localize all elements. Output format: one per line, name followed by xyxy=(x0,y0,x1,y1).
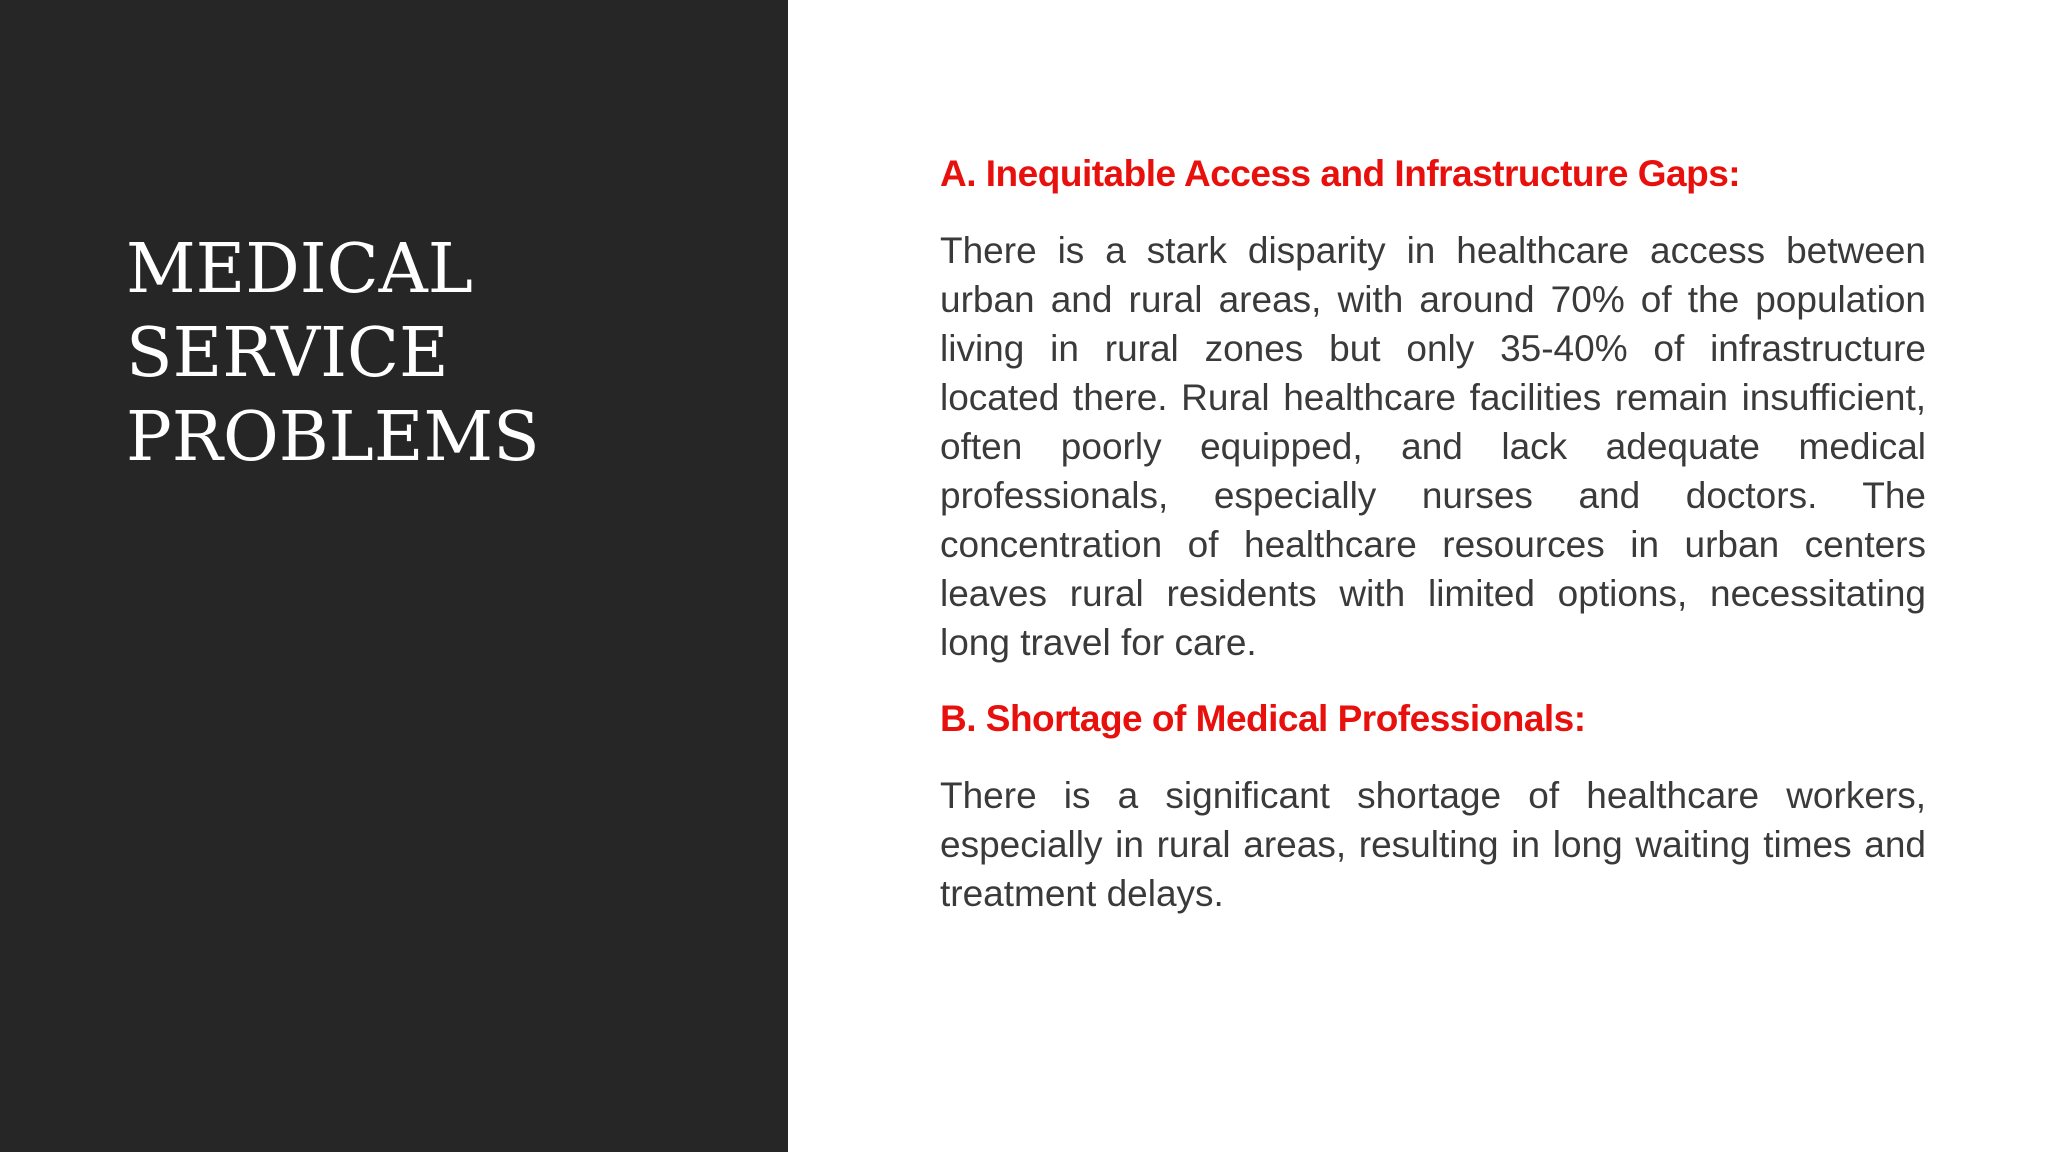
title-panel xyxy=(0,0,788,1152)
content-area xyxy=(940,144,1926,940)
section-heading-a: A. Inequitable Access and Infrastructure Gaps: xyxy=(940,153,1741,194)
section-body-a: There is a stark disparity in healthcare access between urban and rural areas, with around 70% of the population living in rural zones but only 35-40% of infrastructure located there. Rural healthcare facilities remain insufficient, often poorly equipped, and lack adequate medical professionals, especially nurses and doctors. The concentration of healthcare resources in urban centers leaves rural residents with limited options, necessitating long travel for care. xyxy=(940,230,1926,663)
section-heading-b: B. Shortage of Medical Professionals: xyxy=(940,698,1586,739)
section-body-b: There is a significant shortage of healthcare workers, especially in rural areas, resulting in long waiting times and treatment delays. xyxy=(940,775,1926,914)
slide-title: MEDICAL SERVICE PROBLEMS xyxy=(126,230,540,477)
